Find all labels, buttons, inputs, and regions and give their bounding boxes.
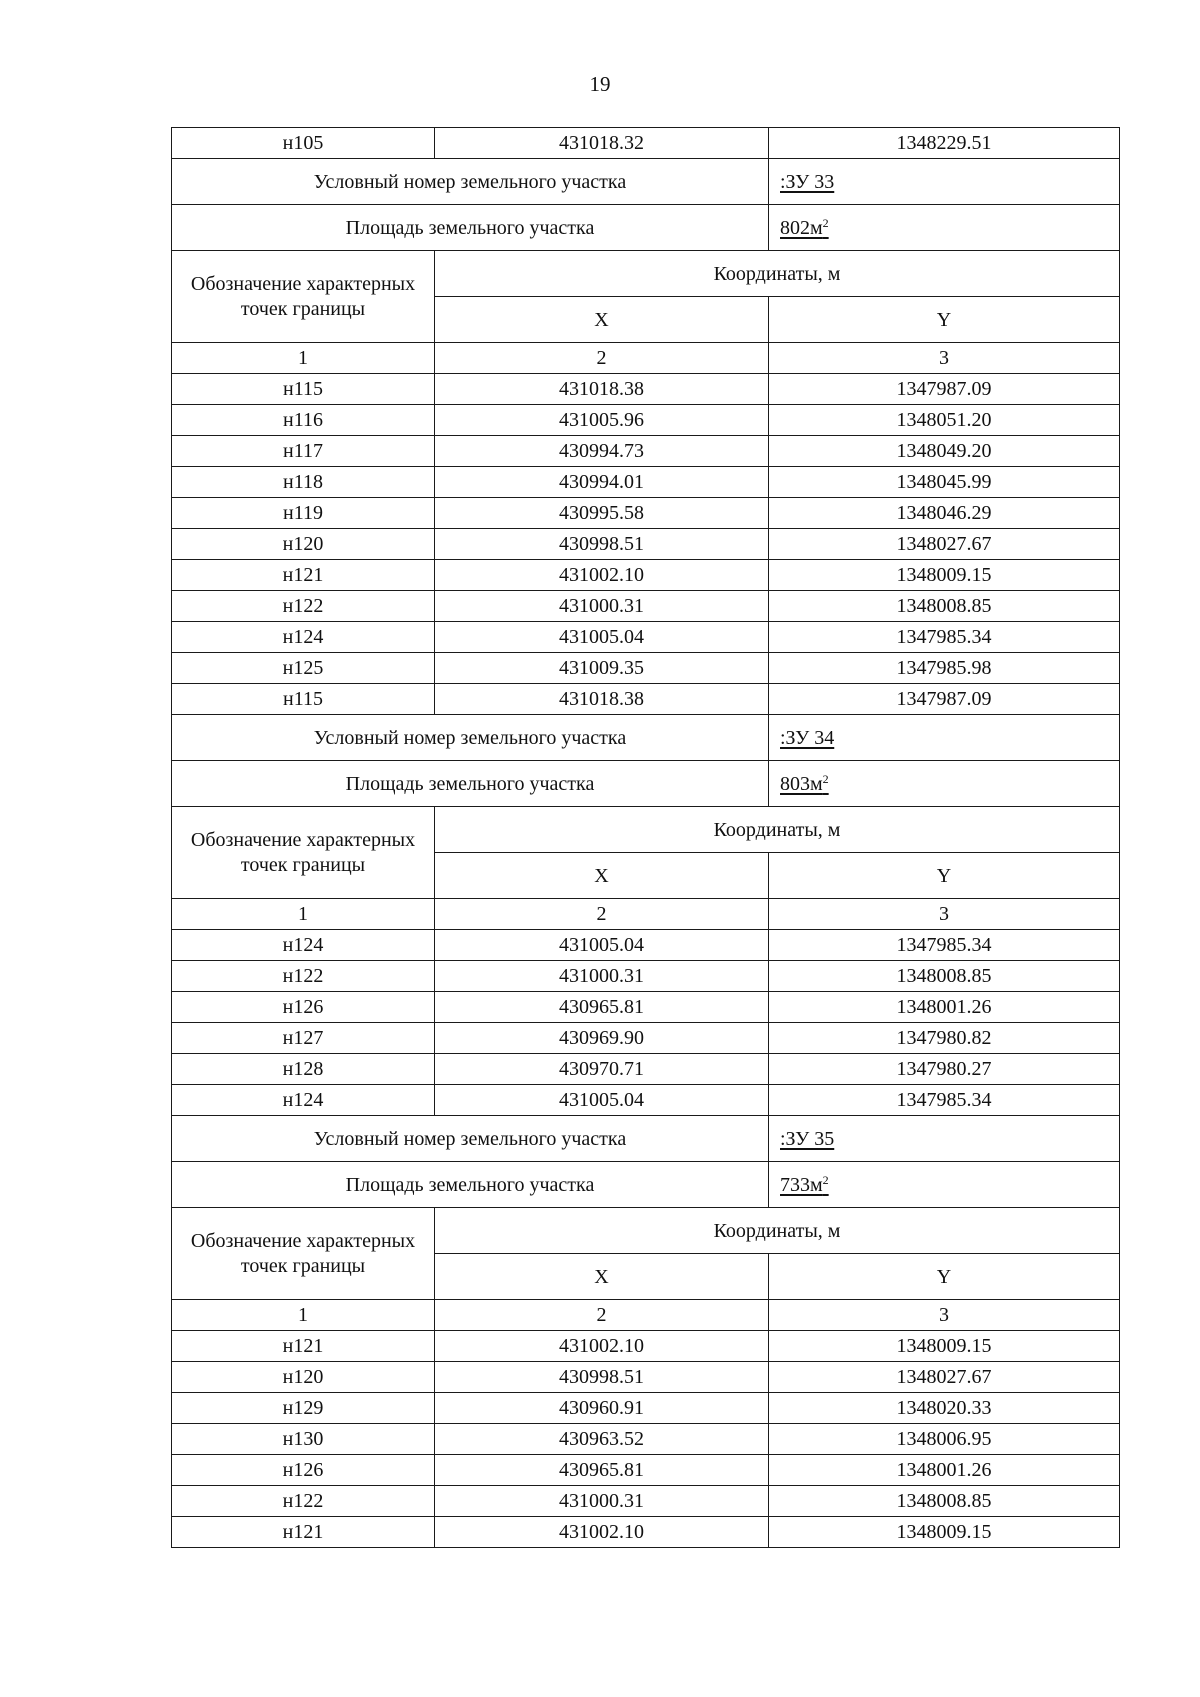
- point-name-cell: н120: [172, 1362, 435, 1393]
- column-number-2: 2: [435, 1300, 769, 1331]
- parcel-area-value: [769, 761, 1120, 807]
- coordinates-header: Координаты, м: [435, 1208, 1120, 1254]
- point-name-cell: н124: [172, 622, 435, 653]
- table-row: [172, 622, 1120, 653]
- y-value-cell: 1348009.15: [769, 1331, 1120, 1362]
- point-name-cell: н126: [172, 1455, 435, 1486]
- parcel-area-unit: м: [810, 1173, 823, 1196]
- x-value-cell: 430994.73: [435, 436, 769, 467]
- point-name-cell: н120: [172, 529, 435, 560]
- y-column-header: Y: [769, 297, 1120, 343]
- point-name-cell: н118: [172, 467, 435, 498]
- x-value-cell: 431002.10: [435, 560, 769, 591]
- x-value-cell: 430994.01: [435, 467, 769, 498]
- point-legend-header: Обозначение характерных точек границы: [172, 251, 435, 343]
- x-value-cell: 431018.32: [435, 128, 769, 159]
- y-value-cell: 1348020.33: [769, 1393, 1120, 1424]
- x-value-cell: 430960.91: [435, 1393, 769, 1424]
- point-name-cell: н115: [172, 374, 435, 405]
- x-value-cell: 431002.10: [435, 1517, 769, 1548]
- parcel-area-row: [172, 1162, 1120, 1208]
- point-name-cell: н115: [172, 684, 435, 715]
- y-value-cell: 1348001.26: [769, 1455, 1120, 1486]
- table-row: [172, 560, 1120, 591]
- point-name-cell: н129: [172, 1393, 435, 1424]
- table-row: [172, 1085, 1120, 1116]
- y-value-cell: 1348027.67: [769, 529, 1120, 560]
- table-row: [172, 1486, 1120, 1517]
- column-number-1: 1: [172, 343, 435, 374]
- parcel-area-row: [172, 761, 1120, 807]
- x-value-cell: 430969.90: [435, 1023, 769, 1054]
- y-value-cell: 1347985.98: [769, 653, 1120, 684]
- table-row: [172, 529, 1120, 560]
- y-value-cell: 1348051.20: [769, 405, 1120, 436]
- coordinates-header: Координаты, м: [435, 251, 1120, 297]
- table-row: [172, 436, 1120, 467]
- y-value-cell: 1348027.67: [769, 1362, 1120, 1393]
- parcel-area-unit: м: [810, 216, 823, 239]
- column-number-2: 2: [435, 899, 769, 930]
- parcel-area-label: Площадь земельного участка: [172, 761, 769, 807]
- parcel-area-number: 733: [780, 1173, 810, 1196]
- x-value-cell: 431000.31: [435, 591, 769, 622]
- point-name-cell: н117: [172, 436, 435, 467]
- x-column-header: X: [435, 853, 769, 899]
- column-number-row: [172, 1300, 1120, 1331]
- parcel-area-label: Площадь земельного участка: [172, 205, 769, 251]
- x-value-cell: 430995.58: [435, 498, 769, 529]
- x-value-cell: 431005.96: [435, 405, 769, 436]
- table-row: [172, 1393, 1120, 1424]
- y-value-cell: 1347985.34: [769, 622, 1120, 653]
- coordinates-header-row: [172, 1208, 1120, 1254]
- table-row: [172, 128, 1120, 159]
- table-row: [172, 498, 1120, 529]
- table-row: [172, 1331, 1120, 1362]
- parcel-number-row: [172, 1116, 1120, 1162]
- parcel-number-value: :ЗУ 34: [769, 715, 1120, 761]
- point-name-cell: н126: [172, 992, 435, 1023]
- parcel-number-label: Условный номер земельного участка: [172, 1116, 769, 1162]
- parcel-number-row: [172, 159, 1120, 205]
- parcel-area-number: 802: [780, 216, 810, 239]
- coordinates-table: [171, 127, 1120, 1548]
- table-row: [172, 1023, 1120, 1054]
- column-number-3: 3: [769, 899, 1120, 930]
- x-column-header: X: [435, 1254, 769, 1300]
- table-row: [172, 374, 1120, 405]
- y-value-cell: 1348049.20: [769, 436, 1120, 467]
- parcel-area-value: [769, 205, 1120, 251]
- y-column-header: Y: [769, 853, 1120, 899]
- x-value-cell: 430998.51: [435, 529, 769, 560]
- x-value-cell: 430965.81: [435, 992, 769, 1023]
- y-value-cell: 1348001.26: [769, 992, 1120, 1023]
- table-row: [172, 405, 1120, 436]
- coordinates-table-body: [172, 128, 1120, 1548]
- x-value-cell: 430963.52: [435, 1424, 769, 1455]
- point-legend-header: Обозначение характерных точек границы: [172, 1208, 435, 1300]
- point-name-cell: н127: [172, 1023, 435, 1054]
- coordinates-header: Координаты, м: [435, 807, 1120, 853]
- x-column-header: X: [435, 297, 769, 343]
- point-name-cell: н105: [172, 128, 435, 159]
- parcel-number-value: :ЗУ 33: [769, 159, 1120, 205]
- point-name-cell: н124: [172, 930, 435, 961]
- coordinates-header-row: [172, 251, 1120, 297]
- point-name-cell: н121: [172, 560, 435, 591]
- y-value-cell: 1348008.85: [769, 591, 1120, 622]
- column-number-3: 3: [769, 1300, 1120, 1331]
- parcel-area-unit-exponent: 2: [822, 1172, 829, 1187]
- x-value-cell: 431005.04: [435, 622, 769, 653]
- table-row: [172, 1362, 1120, 1393]
- table-row: [172, 1054, 1120, 1085]
- x-value-cell: 431018.38: [435, 374, 769, 405]
- column-number-row: [172, 899, 1120, 930]
- x-value-cell: 431002.10: [435, 1331, 769, 1362]
- x-value-cell: 431000.31: [435, 961, 769, 992]
- point-name-cell: н122: [172, 961, 435, 992]
- table-row: [172, 1517, 1120, 1548]
- point-name-cell: н122: [172, 1486, 435, 1517]
- table-row: [172, 467, 1120, 498]
- point-name-cell: н121: [172, 1517, 435, 1548]
- table-row: [172, 992, 1120, 1023]
- parcel-number-value: :ЗУ 35: [769, 1116, 1120, 1162]
- y-value-cell: 1347985.34: [769, 930, 1120, 961]
- column-number-3: 3: [769, 343, 1120, 374]
- parcel-number-row: [172, 715, 1120, 761]
- point-name-cell: н128: [172, 1054, 435, 1085]
- y-value-cell: 1348008.85: [769, 1486, 1120, 1517]
- parcel-number-label: Условный номер земельного участка: [172, 159, 769, 205]
- y-column-header: Y: [769, 1254, 1120, 1300]
- point-name-cell: н121: [172, 1331, 435, 1362]
- parcel-area-unit-exponent: 2: [822, 771, 829, 786]
- y-value-cell: 1348229.51: [769, 128, 1120, 159]
- x-value-cell: 431018.38: [435, 684, 769, 715]
- parcel-area-label: Площадь земельного участка: [172, 1162, 769, 1208]
- table-row: [172, 930, 1120, 961]
- table-row: [172, 1455, 1120, 1486]
- parcel-area-unit-exponent: 2: [822, 215, 829, 230]
- column-number-row: [172, 343, 1120, 374]
- y-value-cell: 1347980.82: [769, 1023, 1120, 1054]
- x-value-cell: 430998.51: [435, 1362, 769, 1393]
- table-row: [172, 1424, 1120, 1455]
- y-value-cell: 1348046.29: [769, 498, 1120, 529]
- x-value-cell: 430970.71: [435, 1054, 769, 1085]
- table-row: [172, 591, 1120, 622]
- parcel-number-label: Условный номер земельного участка: [172, 715, 769, 761]
- x-value-cell: 431005.04: [435, 930, 769, 961]
- point-name-cell: н122: [172, 591, 435, 622]
- table-row: [172, 684, 1120, 715]
- table-row: [172, 653, 1120, 684]
- y-value-cell: 1348045.99: [769, 467, 1120, 498]
- column-number-2: 2: [435, 343, 769, 374]
- y-value-cell: 1348006.95: [769, 1424, 1120, 1455]
- x-value-cell: 431009.35: [435, 653, 769, 684]
- point-name-cell: н124: [172, 1085, 435, 1116]
- parcel-area-value: [769, 1162, 1120, 1208]
- x-value-cell: 431005.04: [435, 1085, 769, 1116]
- coordinates-header-row: [172, 807, 1120, 853]
- y-value-cell: 1347987.09: [769, 374, 1120, 405]
- point-name-cell: н119: [172, 498, 435, 529]
- column-number-1: 1: [172, 1300, 435, 1331]
- x-value-cell: 431000.31: [435, 1486, 769, 1517]
- parcel-area-number: 803: [780, 772, 810, 795]
- page-number: 19: [589, 72, 611, 96]
- parcel-area-unit: м: [810, 772, 823, 795]
- point-name-cell: н125: [172, 653, 435, 684]
- table-row: [172, 961, 1120, 992]
- y-value-cell: 1348008.85: [769, 961, 1120, 992]
- parcel-area-row: [172, 205, 1120, 251]
- point-name-cell: н116: [172, 405, 435, 436]
- point-legend-header: Обозначение характерных точек границы: [172, 807, 435, 899]
- y-value-cell: 1347985.34: [769, 1085, 1120, 1116]
- y-value-cell: 1347987.09: [769, 684, 1120, 715]
- column-number-1: 1: [172, 899, 435, 930]
- x-value-cell: 430965.81: [435, 1455, 769, 1486]
- y-value-cell: 1347980.27: [769, 1054, 1120, 1085]
- point-name-cell: н130: [172, 1424, 435, 1455]
- y-value-cell: 1348009.15: [769, 1517, 1120, 1548]
- y-value-cell: 1348009.15: [769, 560, 1120, 591]
